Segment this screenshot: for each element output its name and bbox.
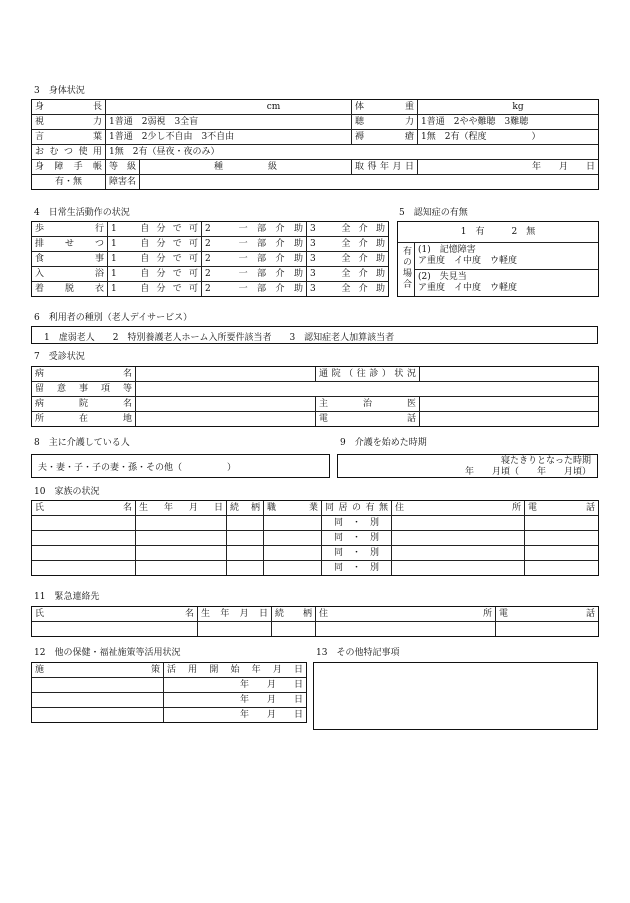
adl-option[interactable]: 1 自分で可 [108,237,202,252]
emergency-header: 住 所 [316,607,496,622]
speech-options[interactable]: 1普通 2少し不自由 3不自由 [106,130,352,145]
adl-option[interactable]: 3 全介助 [307,282,389,297]
section10-title: 10 家族の状況 [34,487,100,497]
phone-label: 電 話 [316,412,420,427]
adl-option[interactable]: 1 自分で可 [108,267,202,282]
table-row [32,516,599,531]
emergency-header-row [32,607,599,622]
user-type-text: 1 虚弱老人 2 特別養護老人ホーム入所要件該当者 3 認知症老人加算該当者 [44,333,395,343]
caregiver-text: 夫・妻・子・子の妻・孫・その他（ ） [38,463,237,473]
special-notes-field[interactable] [313,662,598,730]
visit-status-label: 通院（往診）状況 [316,367,420,382]
family-cell[interactable] [392,561,525,576]
table-row [32,546,599,561]
adl-option[interactable]: 3 全介助 [307,252,389,267]
disease-label: 病 名 [32,367,136,382]
type-label: 種 級 [140,160,352,175]
care-start-date: 年 月頃（ 年 月頃） [464,467,591,477]
section13-title: 13 その他特記事項 [316,648,400,658]
care-start-field[interactable] [337,454,598,478]
adl-item-label: 入 浴 [32,267,108,282]
family-header: 同居の有無 [322,501,392,516]
service-start-date[interactable]: 年 月 日 [164,678,307,693]
family-cell[interactable] [136,516,227,531]
adl-option[interactable]: 2 一部介助 [202,222,307,237]
disability-name-label: 障害名 [106,175,140,190]
family-header: 住 所 [392,501,525,516]
section8-title: 8 主に介護している人 [34,438,130,448]
emergency-header: 電 話 [496,607,599,622]
family-cell[interactable] [525,561,599,576]
family-header: 氏 名 [32,501,136,516]
adl-option[interactable]: 3 全介助 [307,237,389,252]
adl-option[interactable]: 2 一部介助 [202,282,307,297]
adl-option[interactable]: 1 自分で可 [108,222,202,237]
family-header: 電 話 [525,501,599,516]
emergency-cell[interactable] [272,622,316,637]
adl-row [32,267,389,282]
adl-item-label: 排 せ つ [32,237,108,252]
diaper-options[interactable]: 1無 2有（昼夜・夜のみ） [106,145,599,160]
visit-status-field[interactable] [420,367,599,382]
memory-disorder-item[interactable] [415,243,599,270]
emergency-table [31,606,599,637]
height-unit: cm [266,102,281,112]
cohabit-option[interactable]: 同 ・ 別 [322,516,392,531]
family-cell[interactable] [32,516,136,531]
family-cell[interactable] [264,516,322,531]
phone-field[interactable] [420,412,599,427]
medical-table [31,366,599,427]
diaper-label: おむつ使用 [32,145,106,160]
adl-table [31,221,389,297]
vision-label: 視 力 [32,115,106,130]
family-cell[interactable] [525,546,599,561]
family-cell[interactable] [392,546,525,561]
adl-option[interactable]: 2 一部介助 [202,252,307,267]
adl-item-label: 歩 行 [32,222,108,237]
user-type-options[interactable] [31,326,598,344]
family-cell[interactable] [392,531,525,546]
emergency-header: 氏 名 [32,607,198,622]
service-name-cell[interactable] [32,678,164,693]
table-row [32,561,599,576]
family-header: 生年月日 [136,501,227,516]
family-cell[interactable] [32,561,136,576]
disorientation-levels: ア重度 イ中度 ウ軽度 [418,283,518,293]
service-start-date[interactable]: 年 月 日 [164,693,307,708]
family-cell[interactable] [264,531,322,546]
family-cell[interactable] [392,516,525,531]
family-cell[interactable] [32,546,136,561]
doctor-label: 主 治 医 [316,397,420,412]
family-cell[interactable] [227,516,264,531]
section9-title: 9 介護を始めた時期 [340,438,427,448]
service-start-date[interactable]: 年 月 日 [164,708,307,723]
emergency-cell[interactable] [32,622,198,637]
adl-row [32,222,389,237]
adl-row [32,282,389,297]
adl-option[interactable]: 3 全介助 [307,222,389,237]
table-row [32,531,599,546]
acquired-date-label: 取得年月日 [352,160,418,175]
height-field[interactable] [106,100,352,115]
notes-label: 留意事項等 [32,382,136,397]
adl-row [32,252,389,267]
caregiver-options[interactable] [31,454,330,478]
notes-field[interactable] [136,382,599,397]
height-label: 身 長 [32,100,106,115]
section7-title: 7 受診状況 [34,352,85,362]
table-row [32,693,307,708]
bedsore-options[interactable]: 1無 2有（程度 ） [418,130,599,145]
table-row [32,708,307,723]
adl-item-label: 着 脱 衣 [32,282,108,297]
emergency-cell[interactable] [198,622,272,637]
weight-field[interactable] [418,100,599,115]
emergency-header: 続柄 [272,607,316,622]
grade-label: 等級 [106,160,140,175]
table-row [32,622,599,637]
bedsore-label: 褥 瘡 [352,130,418,145]
emergency-cell[interactable] [496,622,599,637]
family-header: 続柄 [227,501,264,516]
memory-disorder-label: (1) 記憶障害 [418,245,476,255]
weight-unit: kg [512,102,524,112]
section5-title: 5 認知症の有無 [399,208,468,218]
family-cell[interactable] [525,516,599,531]
location-field[interactable] [136,412,316,427]
section12-title: 12 他の保健・福祉施策等活用状況 [34,648,181,658]
family-cell[interactable] [136,531,227,546]
family-header: 職業 [264,501,322,516]
vision-options[interactable]: 1普通 2弱視 3全盲 [106,115,352,130]
hospital-field[interactable] [136,397,316,412]
adl-item-label: 食 事 [32,252,108,267]
family-cell[interactable] [32,531,136,546]
if-yes-label [398,243,415,297]
cohabit-option[interactable]: 同 ・ 別 [322,531,392,546]
services-header-row [32,663,307,678]
family-cell[interactable] [136,561,227,576]
hospital-label: 病 院 名 [32,397,136,412]
family-cell[interactable] [264,561,322,576]
disease-field[interactable] [136,367,316,382]
section6-title: 6 利用者の種別（老人デイサービス） [34,313,193,323]
dementia-yes-no[interactable]: 1 有 2 無 [398,222,599,243]
table-row [32,678,307,693]
family-table [31,500,599,576]
section11-title: 11 緊急連絡先 [34,592,100,602]
disability-name-field[interactable] [140,175,599,190]
family-cell[interactable] [227,546,264,561]
cohabit-option[interactable]: 同 ・ 別 [322,561,392,576]
family-header-row [32,501,599,516]
weight-label: 体 重 [352,100,418,115]
adl-option[interactable]: 3 全介助 [307,267,389,282]
acquired-date-field[interactable]: 年 月 日 [418,160,599,175]
services-header: 活用開始年月日 [164,663,307,678]
doctor-field[interactable] [420,397,599,412]
disorientation-label: (2) 失見当 [418,272,467,282]
family-cell[interactable] [525,531,599,546]
emergency-header: 生年月日 [198,607,272,622]
services-header: 施 策 [32,663,164,678]
disorientation-item[interactable] [415,270,599,297]
memory-disorder-levels: ア重度 イ中度 ウ軽度 [418,256,518,266]
section4-title: 4 日常生活動作の状況 [34,208,130,218]
service-name-cell[interactable] [32,693,164,708]
adl-option[interactable]: 1 自分で可 [108,282,202,297]
physical-condition-table [31,99,599,190]
family-cell[interactable] [227,561,264,576]
adl-option[interactable]: 2 一部介助 [202,237,307,252]
if-yes-text: 有の場合 [401,245,411,290]
location-label: 所 在 地 [32,412,136,427]
handbook-label: 身障手帳 [32,160,106,175]
dementia-table [397,221,599,297]
bedridden-label: 寝たきりとなった時期 [500,456,591,466]
adl-option[interactable]: 1 自分で可 [108,252,202,267]
section3-title: 3 身体状況 [34,86,85,96]
service-name-cell[interactable] [32,708,164,723]
hearing-options[interactable]: 1普通 2やや難聴 3難聴 [418,115,599,130]
cohabit-option[interactable]: 同 ・ 別 [322,546,392,561]
hearing-label: 聴 力 [352,115,418,130]
services-table [31,662,307,723]
family-cell[interactable] [264,546,322,561]
handbook-yes-no[interactable]: 有・無 [32,175,106,190]
adl-row [32,237,389,252]
family-cell[interactable] [227,531,264,546]
family-cell[interactable] [136,546,227,561]
speech-label: 言 葉 [32,130,106,145]
adl-option[interactable]: 2 一部介助 [202,267,307,282]
emergency-cell[interactable] [316,622,496,637]
